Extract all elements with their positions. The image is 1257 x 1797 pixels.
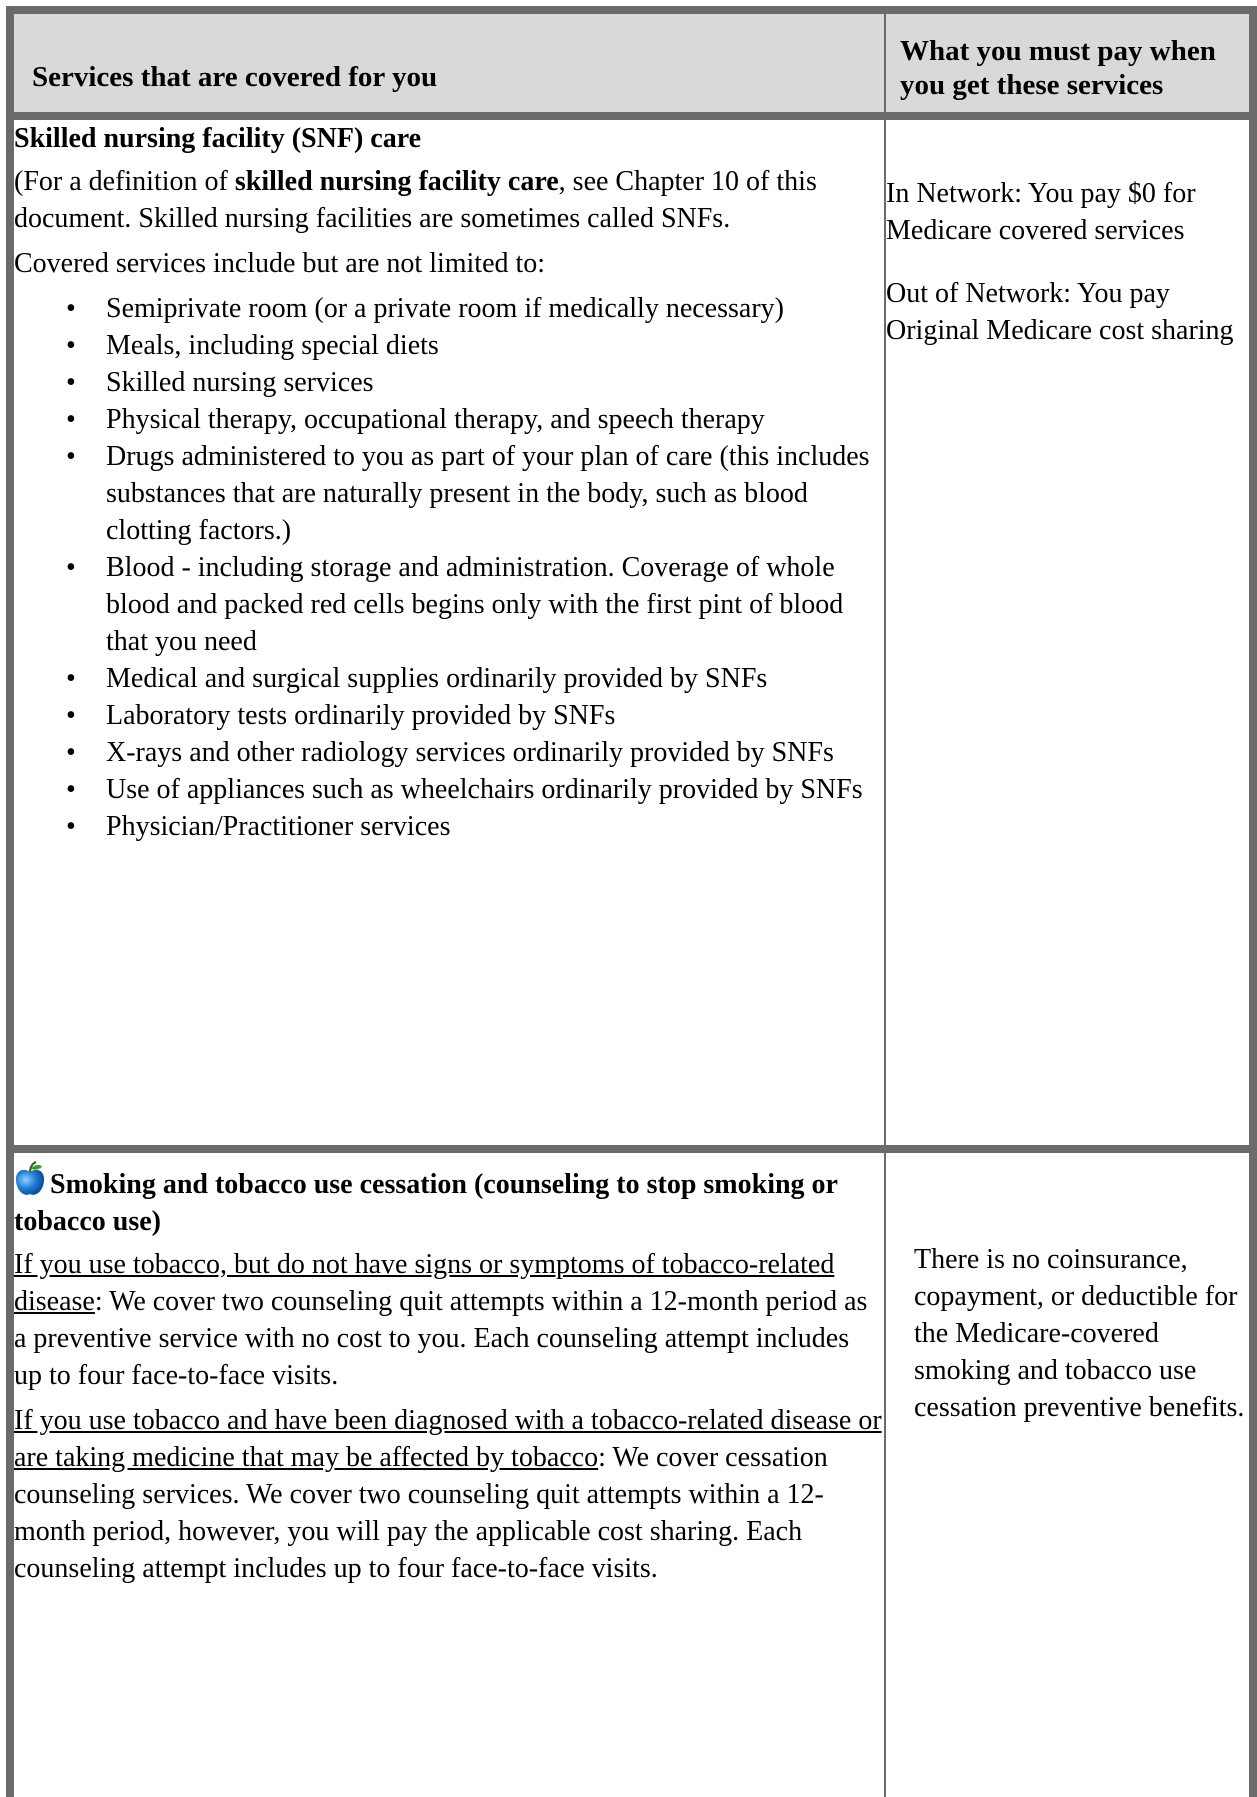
list-item: • X-rays and other radiology services ordinarily provided by SNFs — [14, 734, 884, 771]
snf-covered-intro: Covered services include but are not limited to: — [14, 248, 546, 279]
smoking-para-2-text: : We cover cessation counseling services. We cover two counseling quit attempts within a 12-month period, however, you will pay the applicable cost sharing. Each counseling attempt includes up to four face-to-face visits. — [14, 1442, 828, 1584]
snf-intro-post: , see Chapter 10 of this document. Skilled nursing facilities are sometimes called SNFs. — [14, 166, 817, 234]
smoking-pay: There is no coinsurance, copayment, or deductible for the Medicare-covered smoking and tobacco use cessation preventive benefits. — [914, 1244, 1245, 1423]
list-item: • Meals, including special diets — [14, 327, 884, 364]
list-item: • Physical therapy, occupational therapy, and speech therapy — [14, 401, 884, 438]
list-item: • Laboratory tests ordinarily provided by SNFs — [14, 697, 884, 734]
smoking-para-1-text: : We cover two counseling quit attempts within a 12-month period as a preventive service with no cost to you. Each counseling attempt includes up to four face-to-face visits. — [14, 1286, 868, 1391]
snf-title: Skilled nursing facility (SNF) care — [14, 123, 422, 154]
smoking-services-cell — [10, 1149, 885, 1797]
list-item: • Medical and surgical supplies ordinarily provided by SNFs — [14, 660, 884, 697]
snf-intro — [14, 163, 884, 237]
header-services: Services that are covered for you — [10, 10, 885, 116]
snf-pay-in-network: In Network: You pay $0 for Medicare covered services — [886, 178, 1196, 246]
smoking-title-text: Smoking and tobacco use cessation (counseling to stop smoking or tobacco use) — [14, 1169, 838, 1237]
snf-covered-list — [14, 290, 884, 845]
smoking-payment-cell — [885, 1149, 1253, 1797]
list-item: • Blood - including storage and administration. Coverage of whole blood and packed red cells begins only with the first pint of blood that you need — [14, 549, 884, 660]
snf-intro-pre: (For a definition of — [14, 166, 235, 197]
list-item: • Physician/Practitioner services — [14, 808, 884, 845]
list-item: • Semiprivate room (or a private room if medically necessary) — [14, 290, 884, 327]
snf-intro-term: skilled nursing facility care — [234, 166, 559, 197]
apple-icon — [14, 1161, 46, 1197]
table-header-row — [10, 10, 1253, 116]
smoking-para-2 — [14, 1402, 884, 1587]
snf-services-cell — [10, 116, 885, 1149]
smoking-title — [14, 1161, 884, 1240]
list-item: • Use of appliances such as wheelchairs ordinarily provided by SNFs — [14, 771, 884, 808]
snf-payment-cell — [885, 116, 1253, 1149]
list-item: • Skilled nursing services — [14, 364, 884, 401]
smoking-para-1-condition: If you use tobacco, but do not have signs or symptoms of tobacco-related disease — [14, 1249, 835, 1317]
smoking-para-1 — [14, 1246, 884, 1394]
table-row-snf — [10, 116, 1253, 1149]
benefits-table — [6, 6, 1257, 1797]
list-item: • Drugs administered to you as part of your plan of care (this includes substances that are naturally present in the body, such as blood clotting factors.) — [14, 438, 884, 549]
snf-pay-out-network: Out of Network: You pay Original Medicare cost sharing — [886, 278, 1234, 346]
table-row-smoking — [10, 1149, 1253, 1797]
header-payment: What you must pay when you get these services — [885, 10, 1253, 116]
smoking-para-2-condition: If you use tobacco and have been diagnosed with a tobacco-related disease or are taking medicine that may be affected by tobacco — [14, 1405, 882, 1473]
